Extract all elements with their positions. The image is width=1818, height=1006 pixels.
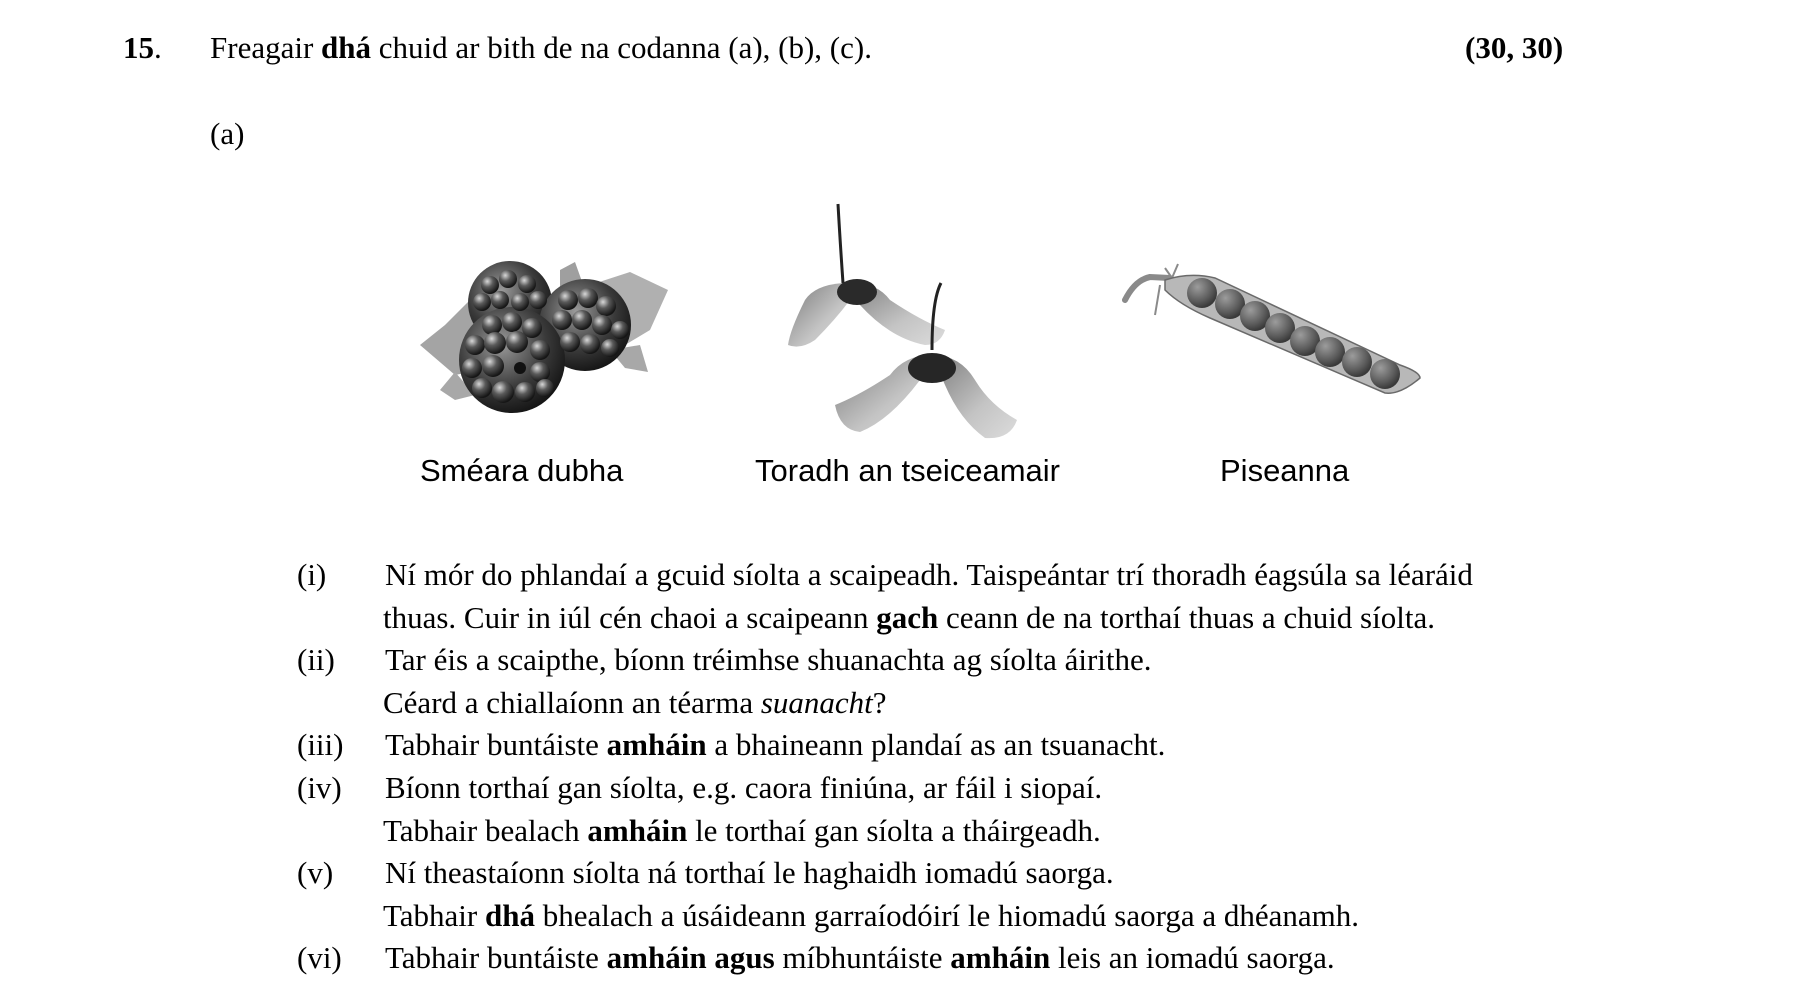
emphasis-italic: suanacht [760,684,873,720]
text-segment: míbhuntáiste [774,940,951,976]
item-text-line [385,727,1165,763]
text-segment: thuas. Cuir in iúl cén chaoi a scaipeann [383,599,877,635]
item-text-line [385,940,1335,976]
text-segment: a bhaineann plandaí as an tsuanacht. [706,727,1166,763]
text-segment: leis an iomadú saorga. [1050,940,1335,976]
marks-allocation [1465,30,1563,66]
item-text-line [385,557,1473,593]
item-text-line [385,855,1114,891]
question-number-suffix: . [154,30,162,65]
emphasis-bold: dhá [484,897,535,933]
part-label: (a) [210,116,245,151]
emphasis-bold: amháin agus [606,940,775,976]
text-segment: Tar éis a scaipthe, bíonn tréimhse shuanachta ag síolta áirithe. [385,642,1152,678]
text-segment: ? [872,684,887,720]
item-text-line [383,685,887,721]
item-text-line [383,600,1435,636]
item-number: (vi) [297,940,342,976]
item-text-line [385,642,1152,678]
image-label-blackberries: Sméara dubha [420,453,624,488]
question-number-value: 15 [123,30,154,65]
item-text-line [383,898,1359,934]
text-segment: Bíonn torthaí gan síolta, e.g. caora finiúna, ar fáil i siopaí. [385,770,1103,805]
sycamore-seeds-image [780,200,1030,445]
text-segment: Tabhair buntáiste [385,727,607,763]
emphasis-bold: amháin [606,727,707,763]
item-number: (i) [297,557,327,592]
instruction-text-bold: dhá [321,30,372,65]
text-segment: Tabhair buntáiste [385,940,607,976]
instruction-text-post: chuid ar bith de na codanna (a), (b), (c). [371,30,872,65]
instruction-text-pre: Freagair [210,30,322,65]
item-number: (iv) [297,770,342,805]
text-segment: Ní mór do phlandaí a gcuid síolta a scaipeadh. Taispeántar trí thoradh éagsúla sa léaráid [385,557,1473,592]
image-label-pea-pod: Piseanna [1220,453,1350,488]
item-text-line [383,813,1101,849]
blackberries-image [415,255,675,415]
text-segment: Ní theastaíonn síolta ná torthaí le haghaidh iomadú saorga. [385,855,1114,891]
marks-value: (30, 30) [1465,30,1564,65]
text-segment: Tabhair bealach [383,812,588,848]
text-segment: ceann de na torthaí thuas a chuid síolta. [938,599,1435,635]
emphasis-bold: gach [876,599,939,635]
text-segment: le torthaí gan síolta a tháirgeadh. [687,812,1101,848]
question-number [123,30,162,66]
emphasis-bold: amháin [587,812,688,848]
pea-pod-image [1120,250,1440,405]
text-segment: bhealach a úsáideann garraíodóirí le hiomadú saorga a dhéanamh. [534,897,1360,933]
image-label-sycamore: Toradh an tseiceamair [755,453,1060,488]
item-number: (iii) [297,727,344,763]
text-segment: Céard a chiallaíonn an téarma [383,684,761,720]
text-segment: Tabhair [383,897,485,933]
question-instruction [210,30,872,66]
item-number: (ii) [297,642,335,678]
emphasis-bold: amháin [950,940,1051,976]
item-text-line [385,770,1102,806]
item-number: (v) [297,855,334,891]
